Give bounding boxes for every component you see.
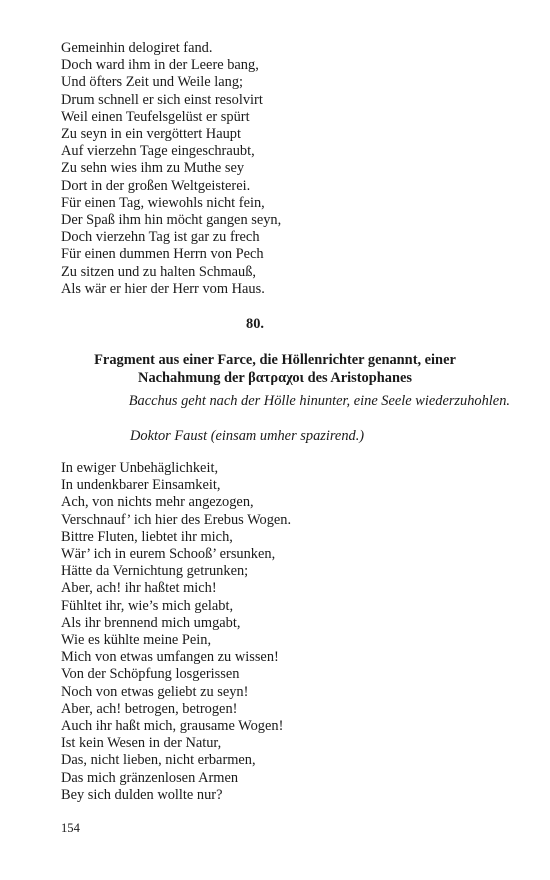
section-number: 80. [246, 316, 264, 332]
verse-line: Ach, von nichts mehr angezogen, [61, 494, 254, 511]
verse-line: In ewiger Unbehäglichkeit, [61, 460, 219, 476]
verse-line: Das mich gränzenlosen Armen [61, 769, 239, 786]
verse-line: Bey sich dulden wollte nur? [61, 786, 223, 803]
section-title-line: Fragment aus einer Farce, die Höllenrichter genannt, einer [94, 352, 456, 368]
verse-line: Als wär er hier der Herr vom Haus. [61, 280, 265, 297]
speaker-heading: Doktor Faust (einsam umher spazirend.) [130, 428, 365, 444]
verse-line: Der Spaß ihm hin möcht gangen seyn, [61, 212, 282, 229]
verse-line: Auf vierzehn Tage eingeschraubt, [61, 143, 255, 160]
verse-line: Wär’ ich in eurem Schooß’ ersunken, [61, 546, 276, 563]
verse-line: Bittre Fluten, liebtet ihr mich, [61, 528, 233, 545]
verse-line: Als ihr brennend mich umgabt, [61, 614, 241, 631]
verse-line: Dort in der großen Weltgeisterei. [61, 177, 251, 194]
verse-line: Das, nicht lieben, nicht erbarmen, [61, 752, 256, 769]
verse-line: Von der Schöpfung losgerissen [61, 666, 240, 683]
verse-line: Zu sehn wies ihm zu Muthe sey [61, 160, 245, 177]
verse-line: Für einen Tag, wiewohls nicht fein, [61, 194, 265, 211]
verse-line: Drum schnell er sich einst resolvirt [61, 91, 263, 108]
verse-line: Für einen dummen Herrn von Pech [61, 246, 264, 263]
verse-line: Weil einen Teufelsgelüst er spürt [61, 108, 250, 125]
verse-line: Aber, ach! ihr haßtet mich! [61, 580, 217, 597]
verse-line: Zu seyn in ein vergöttert Haupt [61, 126, 241, 143]
verse-line: Auch ihr haßt mich, grausame Wogen! [61, 718, 284, 735]
page-number: 154 [61, 821, 80, 835]
verse-line: Doch vierzehn Tag ist gar zu frech [61, 229, 260, 246]
verse-line: Aber, ach! betrogen, betrogen! [61, 700, 238, 717]
verse-line: Noch von etwas geliebt zu seyn! [61, 683, 249, 700]
verse-line: Ist kein Wesen in der Natur, [61, 735, 222, 752]
verse-line: Verschnauf’ ich hier des Erebus Wogen. [61, 511, 292, 528]
section-title-line: Nachahmung der βατραχοι des Aristophanes [138, 370, 412, 386]
verse-line: Mich von etwas umfangen zu wissen! [61, 649, 279, 666]
section-title [40, 351, 510, 387]
verse-line: Und öfters Zeit und Weile lang; [61, 74, 244, 91]
verse-line: Wie es kühlte meine Pein, [61, 632, 212, 649]
stage-direction: Bacchus geht nach der Hölle hinunter, eine Seele wiederzuhohlen. [128, 393, 510, 409]
verse-block-top [61, 40, 491, 298]
verse-line: Zu sitzen und zu halten Schmauß, [61, 263, 257, 280]
verse-line: In undenkbarer Einsamkeit, [61, 477, 221, 494]
verse-line: Gemeinhin delogiret fand. [61, 40, 213, 56]
verse-line: Fühltet ihr, wie’s mich gelabt, [61, 597, 234, 614]
verse-block-main [61, 460, 491, 804]
verse-line: Doch ward ihm in der Leere bang, [61, 57, 259, 74]
verse-line: Hätte da Vernichtung getrunken; [61, 563, 249, 580]
